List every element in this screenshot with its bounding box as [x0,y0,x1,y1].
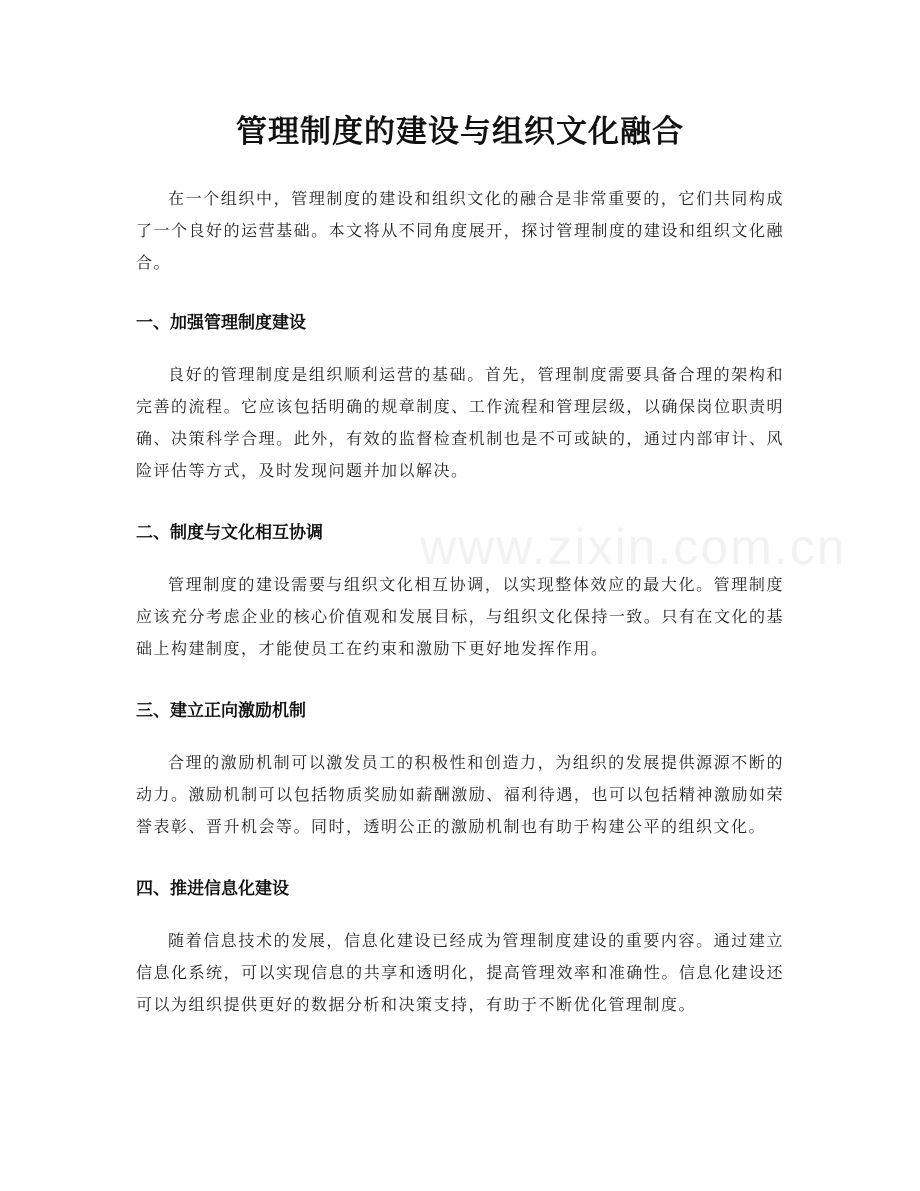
section-4-heading: 四、推进信息化建设 [136,879,289,899]
section-3-heading: 三、建立正向激励机制 [136,701,306,721]
document-title: 管理制度的建设与组织文化融合 [236,114,684,150]
watermark: www.zixin.com.cn [420,519,847,575]
section-2-heading: 二、制度与文化相互协调 [136,523,323,543]
document-page [136,0,784,1021]
intro-paragraph: 在一个组织中，管理制度的建设和组织文化的融合是非常重要的，它们共同构成了一个良好的运营基础。本文将从不同角度展开，探讨管理制度的建设和组织文化融合。 [136,189,784,272]
section-1-heading: 一、加强管理制度建设 [136,313,306,333]
section-3-body: 合理的激励机制可以激发员工的积极性和创造力，为组织的发展提供源源不断的动力。激励机制可以包括物质奖励如薪酬激励、福利待遇，也可以包括精神激励如荣誉表彰、晋升机会等。同时，透明公正的激励机制也有助于构建公平的组织文化。 [136,753,784,836]
section-1-body: 良好的管理制度是组织顺利运营的基础。首先，管理制度需要具备合理的架构和完善的流程。它应该包括明确的规章制度、工作流程和管理层级，以确保岗位职责明确、决策科学合理。此外，有效的监督检查机制也是不可或缺的，通过内部审计、风险评估等方式，及时发现问题并加以解决。 [136,365,784,480]
section-4-body: 随着信息技术的发展，信息化建设已经成为管理制度建设的重要内容。通过建立信息化系统，可以实现信息的共享和透明化，提高管理效率和准确性。信息化建设还可以为组织提供更好的数据分析和决策支持，有助于不断优化管理制度。 [136,931,784,1014]
section-2-body: 管理制度的建设需要与组织文化相互协调，以实现整体效应的最大化。管理制度应该充分考虑企业的核心价值观和发展目标，与组织文化保持一致。只有在文化的基础上构建制度，才能使员工在约束和激励下更好地发挥作用。 [136,575,784,658]
